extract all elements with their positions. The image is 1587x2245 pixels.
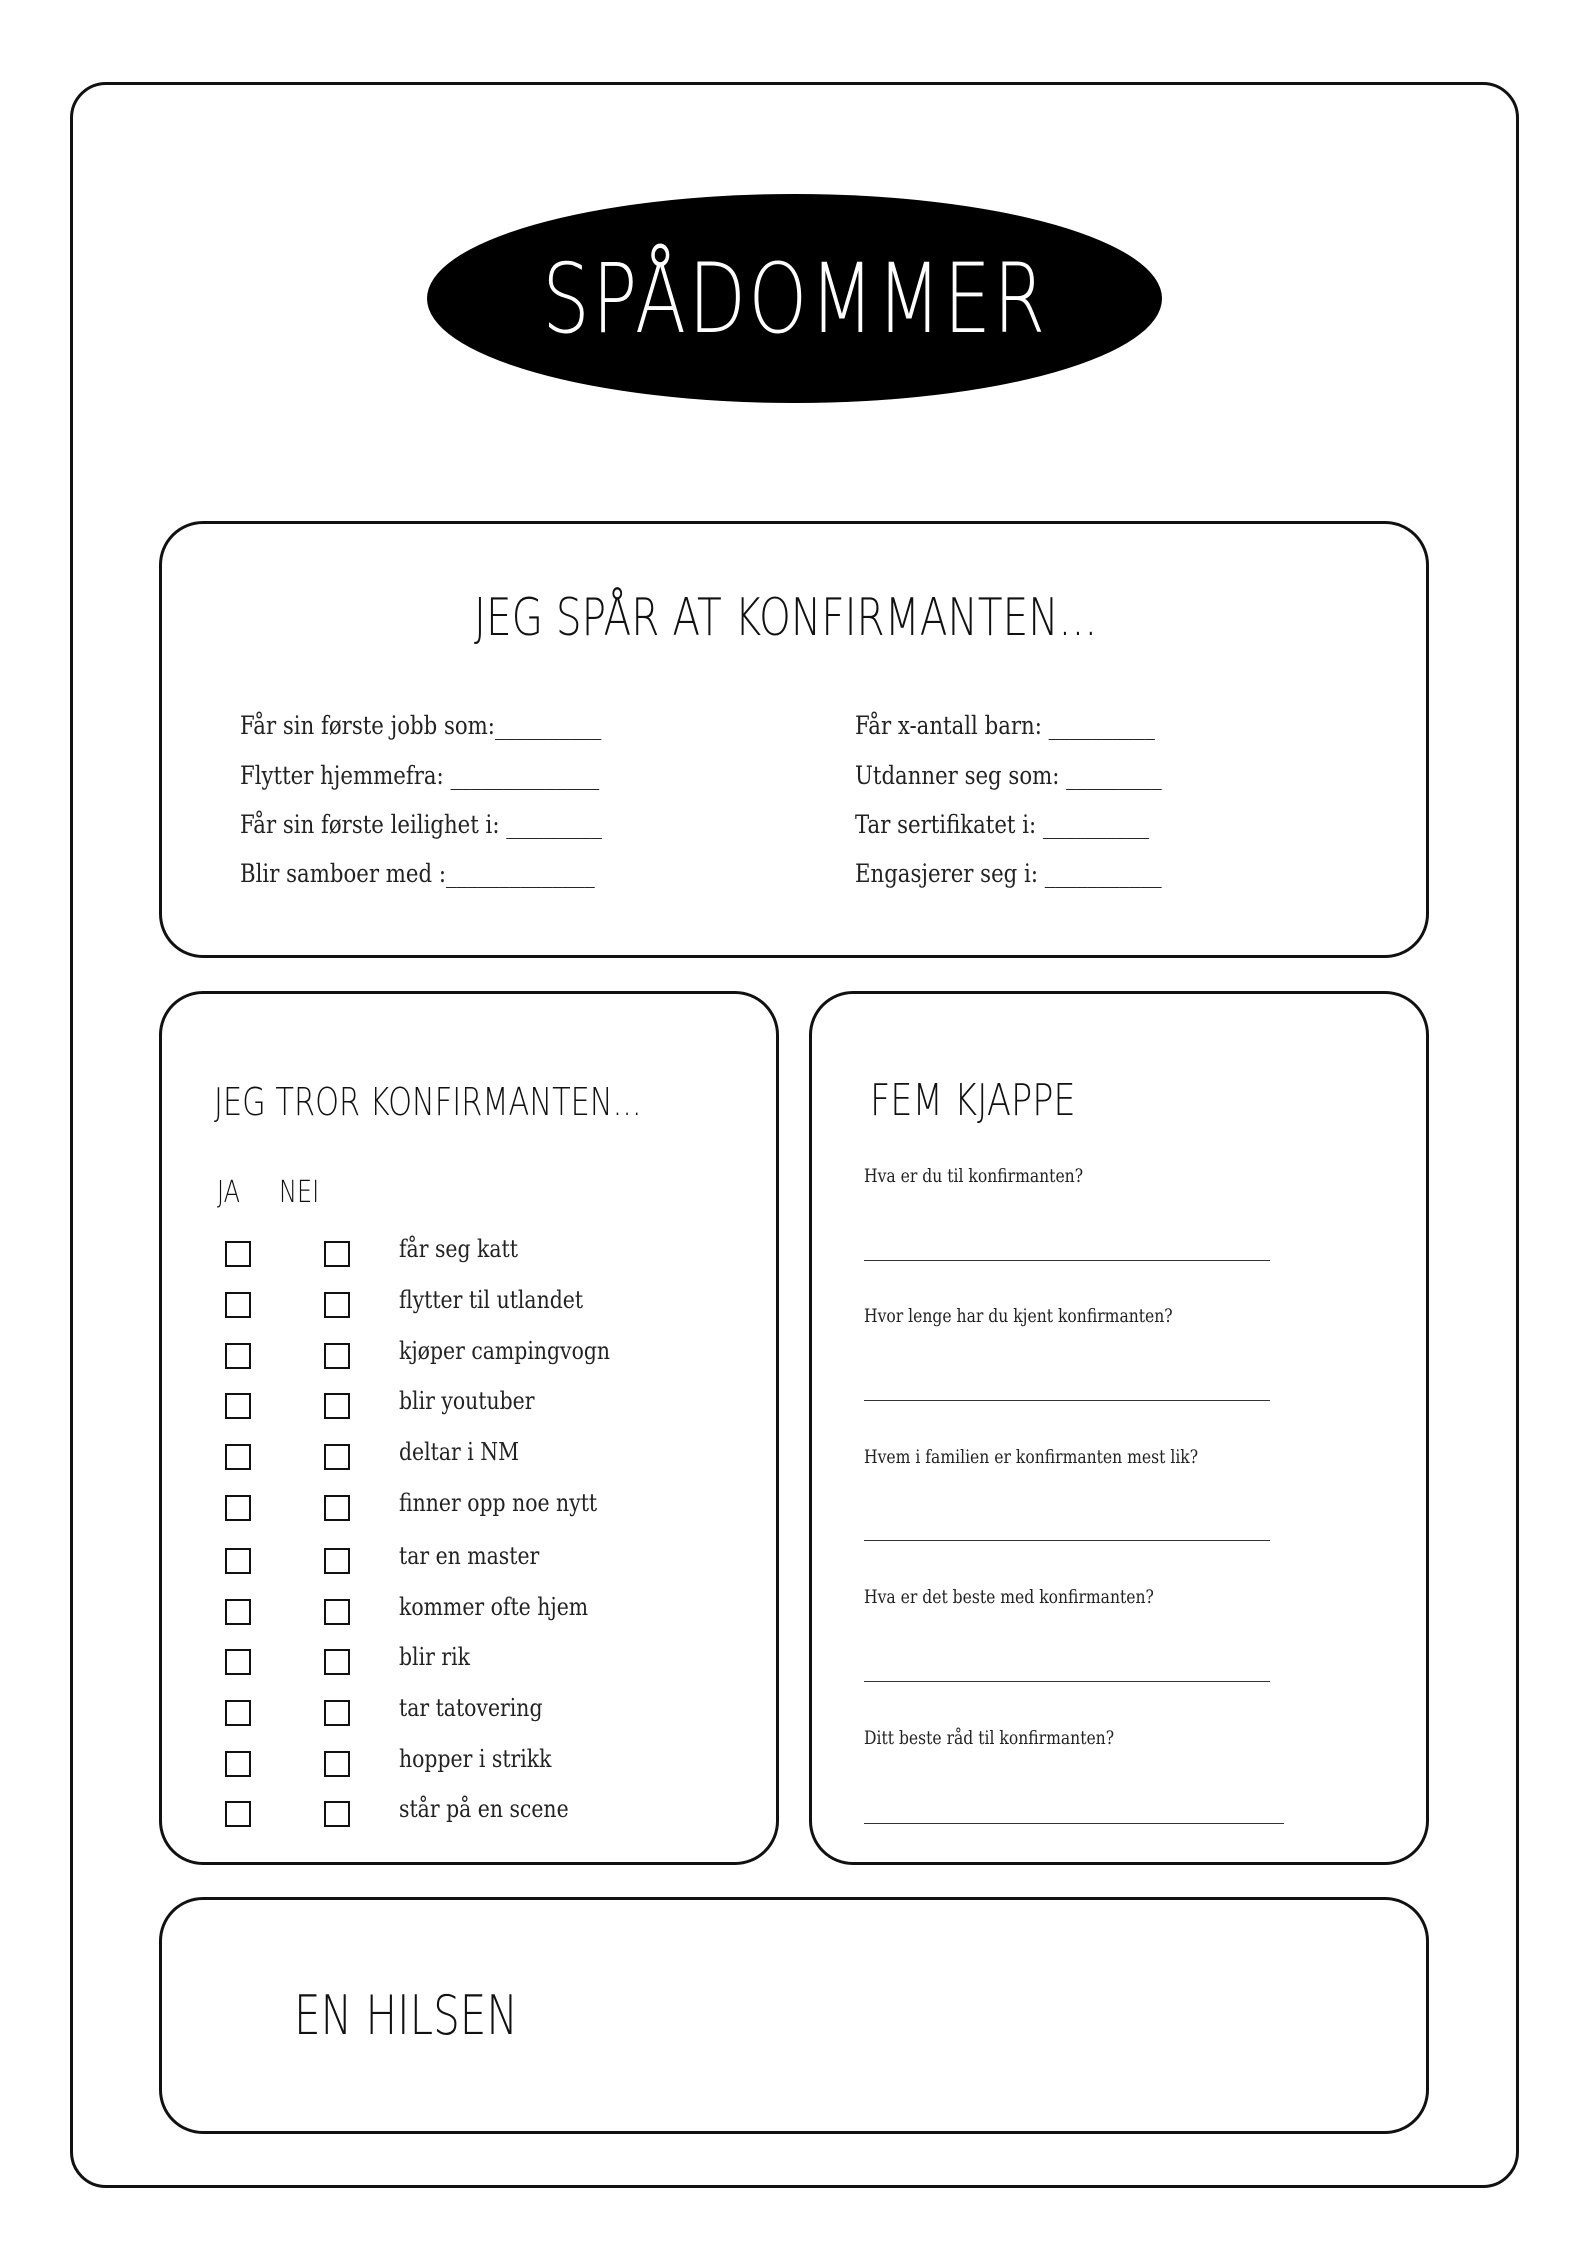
no-checkbox[interactable] xyxy=(324,1292,350,1318)
belief-label: hopper i strikk xyxy=(399,1745,552,1773)
answer-line[interactable] xyxy=(864,1540,1270,1541)
yes-checkbox[interactable] xyxy=(225,1343,251,1369)
no-checkbox[interactable] xyxy=(324,1649,350,1675)
question-label: Hva er det beste med konfirmanten? xyxy=(864,1586,1154,1608)
belief-row xyxy=(222,1645,662,1679)
yes-checkbox[interactable] xyxy=(225,1241,251,1267)
prediction-prompt[interactable]: Engasjerer seg i: ___________ xyxy=(855,859,1162,888)
greeting-heading: EN HILSEN xyxy=(294,1984,518,2047)
prediction-prompt[interactable]: Flytter hjemmefra: ______________ xyxy=(240,761,600,790)
yes-checkbox[interactable] xyxy=(225,1700,251,1726)
title-badge xyxy=(427,194,1162,403)
prediction-prompt[interactable]: Får x-antall barn: __________ xyxy=(855,711,1155,740)
belief-label: får seg katt xyxy=(399,1235,518,1263)
no-checkbox[interactable] xyxy=(324,1599,350,1625)
quick-questions-heading: FEM KJAPPE xyxy=(870,1075,1076,1126)
column-header-yes: JA xyxy=(217,1175,241,1210)
no-checkbox[interactable] xyxy=(324,1801,350,1827)
no-checkbox[interactable] xyxy=(324,1444,350,1470)
no-checkbox[interactable] xyxy=(324,1241,350,1267)
belief-row xyxy=(222,1339,662,1373)
answer-line[interactable] xyxy=(864,1260,1270,1261)
no-checkbox[interactable] xyxy=(324,1393,350,1419)
belief-row xyxy=(222,1747,662,1781)
no-checkbox[interactable] xyxy=(324,1700,350,1726)
yes-checkbox[interactable] xyxy=(225,1801,251,1827)
column-header-no: NEI xyxy=(279,1175,320,1210)
answer-line[interactable] xyxy=(864,1681,1270,1682)
prediction-prompt[interactable]: Blir samboer med :______________ xyxy=(240,859,595,888)
no-checkbox[interactable] xyxy=(324,1495,350,1521)
belief-row xyxy=(222,1544,662,1578)
belief-label: blir youtuber xyxy=(399,1387,535,1415)
yes-checkbox[interactable] xyxy=(225,1495,251,1521)
question-label: Hva er du til konfirmanten? xyxy=(864,1165,1084,1187)
yes-checkbox[interactable] xyxy=(225,1599,251,1625)
prediction-prompt[interactable]: Tar sertifikatet i: __________ xyxy=(855,810,1150,839)
belief-label: deltar i NM xyxy=(399,1438,520,1466)
no-checkbox[interactable] xyxy=(324,1751,350,1777)
beliefs-heading: JEG TROR KONFIRMANTEN... xyxy=(214,1080,642,1124)
yes-checkbox[interactable] xyxy=(225,1548,251,1574)
belief-row xyxy=(222,1595,662,1629)
belief-label: tar tatovering xyxy=(399,1694,543,1722)
belief-label: står på en scene xyxy=(399,1795,569,1823)
belief-row xyxy=(222,1288,662,1322)
question-label: Ditt beste råd til konfirmanten? xyxy=(864,1727,1115,1749)
answer-line[interactable] xyxy=(864,1400,1270,1401)
yes-checkbox[interactable] xyxy=(225,1393,251,1419)
belief-row xyxy=(222,1440,662,1474)
answer-line[interactable] xyxy=(864,1823,1284,1824)
prediction-prompt[interactable]: Får sin første jobb som:__________ xyxy=(240,711,602,740)
yes-checkbox[interactable] xyxy=(225,1292,251,1318)
belief-label: flytter til utlandet xyxy=(399,1286,584,1314)
prediction-prompt[interactable]: Utdanner seg som: _________ xyxy=(855,761,1162,790)
belief-row xyxy=(222,1696,662,1730)
belief-label: kjøper campingvogn xyxy=(399,1337,611,1365)
no-checkbox[interactable] xyxy=(324,1343,350,1369)
question-label: Hvor lenge har du kjent konfirmanten? xyxy=(864,1305,1173,1327)
belief-label: tar en master xyxy=(399,1542,540,1570)
belief-label: blir rik xyxy=(399,1643,470,1671)
yes-checkbox[interactable] xyxy=(225,1751,251,1777)
yes-checkbox[interactable] xyxy=(225,1444,251,1470)
predictions-heading: JEG SPÅR AT KONFIRMANTEN... xyxy=(474,588,1098,648)
prediction-prompt[interactable]: Får sin første leilighet i: _________ xyxy=(240,810,602,839)
no-checkbox[interactable] xyxy=(324,1548,350,1574)
belief-row xyxy=(222,1389,662,1423)
page-title: SPÅDOMMER xyxy=(541,242,1048,355)
belief-label: finner opp noe nytt xyxy=(399,1489,598,1517)
belief-row xyxy=(222,1797,662,1831)
question-label: Hvem i familien er konfirmanten mest lik? xyxy=(864,1446,1199,1468)
belief-row xyxy=(222,1237,662,1271)
belief-row xyxy=(222,1491,662,1525)
belief-label: kommer ofte hjem xyxy=(399,1593,589,1621)
yes-checkbox[interactable] xyxy=(225,1649,251,1675)
